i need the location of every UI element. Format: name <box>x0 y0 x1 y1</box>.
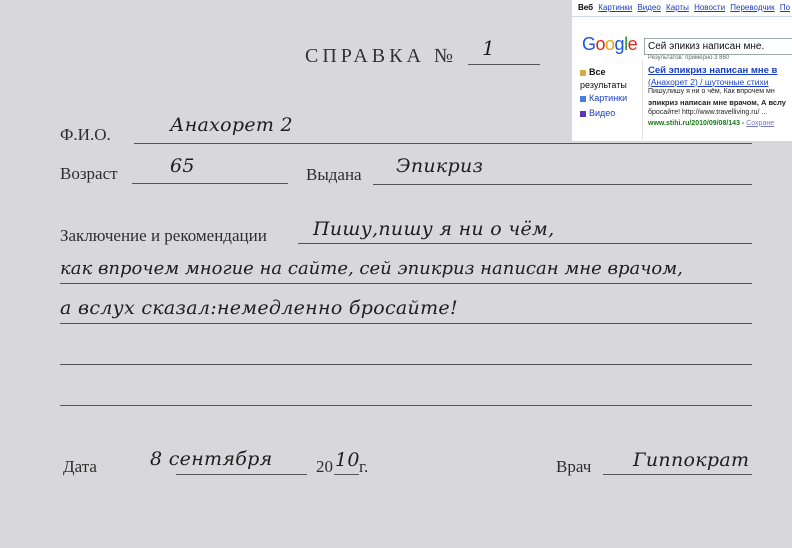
number-underline <box>468 64 540 65</box>
google-result-snippet-1: Пишу,пишу я ни о чём, Как впрочем мн <box>648 88 775 95</box>
conclusion-underline-3 <box>60 323 752 324</box>
conclusion-line-3: а вслух сказал:немедленно бросайте! <box>60 297 458 319</box>
doctor-underline <box>603 474 752 475</box>
google-sidebar <box>580 66 627 120</box>
google-result <box>648 66 792 129</box>
age-underline <box>132 183 288 184</box>
google-nav-maps[interactable]: Карты <box>666 3 689 12</box>
year-suffix: 10 <box>335 449 360 471</box>
conclusion-line-2: как впрочем многие на сайте, сей эпикриз написан мне врачом, <box>60 258 683 279</box>
conclusion-underline-1 <box>298 243 752 244</box>
all-results-icon <box>580 70 586 76</box>
images-icon <box>580 96 586 102</box>
google-sidebar-all[interactable]: Все <box>580 66 627 79</box>
google-nav-more[interactable]: По <box>779 3 791 12</box>
google-nav-divider <box>572 16 792 17</box>
fio-label: Ф.И.О. <box>60 125 111 144</box>
google-result-cached[interactable]: Сохране <box>746 119 775 127</box>
form-title: СПРАВКА № <box>305 45 457 67</box>
age-label: Возраст <box>60 164 118 183</box>
date-label: Дата <box>63 457 97 476</box>
google-nav-translate[interactable]: Переводчик <box>730 3 775 12</box>
google-nav <box>578 3 792 12</box>
google-sidebar-all-2: результаты <box>580 80 627 90</box>
google-result-url: www.stihi.ru/2010/09/08/143 - Сохране <box>648 119 775 127</box>
date-value: 8 сентября <box>150 448 273 470</box>
google-nav-video[interactable]: Видео <box>637 3 661 12</box>
year-prefix: 20 <box>316 457 333 476</box>
google-search-inset <box>572 0 792 141</box>
conclusion-line-1: Пишу,пишу я ни о чём, <box>313 218 555 240</box>
google-nav-web[interactable]: Веб <box>578 3 594 12</box>
google-sidebar-images[interactable]: Картинки <box>580 92 627 105</box>
google-sidebar-video[interactable]: Видео <box>580 107 627 120</box>
doctor-value: Гиппократ <box>633 449 750 471</box>
blank-line-5 <box>60 405 752 406</box>
date-underline <box>176 474 307 475</box>
issued-label: Выдана <box>306 165 362 184</box>
age-value: 65 <box>170 155 195 177</box>
year-unit: г. <box>359 457 369 476</box>
google-result-count: Результатов: примерно 3 860 <box>648 55 730 61</box>
fio-value: Анахорет 2 <box>170 114 293 136</box>
blank-line-4 <box>60 364 752 365</box>
issued-underline <box>373 184 752 185</box>
google-result-snippet-3: бросайте! http://www.travelliving.ru/ ... <box>648 109 768 116</box>
google-search-input[interactable]: Сей эпикиз написан мне. <box>644 38 792 55</box>
google-result-title[interactable]: Сей эпикриз написан мне в <box>648 66 778 76</box>
google-sidebar-divider <box>642 60 643 140</box>
video-icon <box>580 111 586 117</box>
google-result-snippet-2: эпикриз написан мне врачом, А вслу <box>648 97 786 107</box>
conclusion-underline-2 <box>60 283 752 284</box>
fio-underline <box>134 143 752 144</box>
google-result-subtitle[interactable]: (Анахорет 2) / шуточные стихи <box>648 76 769 87</box>
google-logo[interactable]: Google <box>582 34 638 54</box>
year-underline <box>334 474 359 475</box>
form-number: 1 <box>482 36 496 60</box>
google-nav-news[interactable]: Новости <box>694 3 726 12</box>
google-nav-images[interactable]: Картинки <box>598 3 633 12</box>
doctor-label: Врач <box>556 457 592 476</box>
issued-value: Эпикриз <box>396 155 484 177</box>
conclusion-label: Заключение и рекомендации <box>60 226 267 245</box>
